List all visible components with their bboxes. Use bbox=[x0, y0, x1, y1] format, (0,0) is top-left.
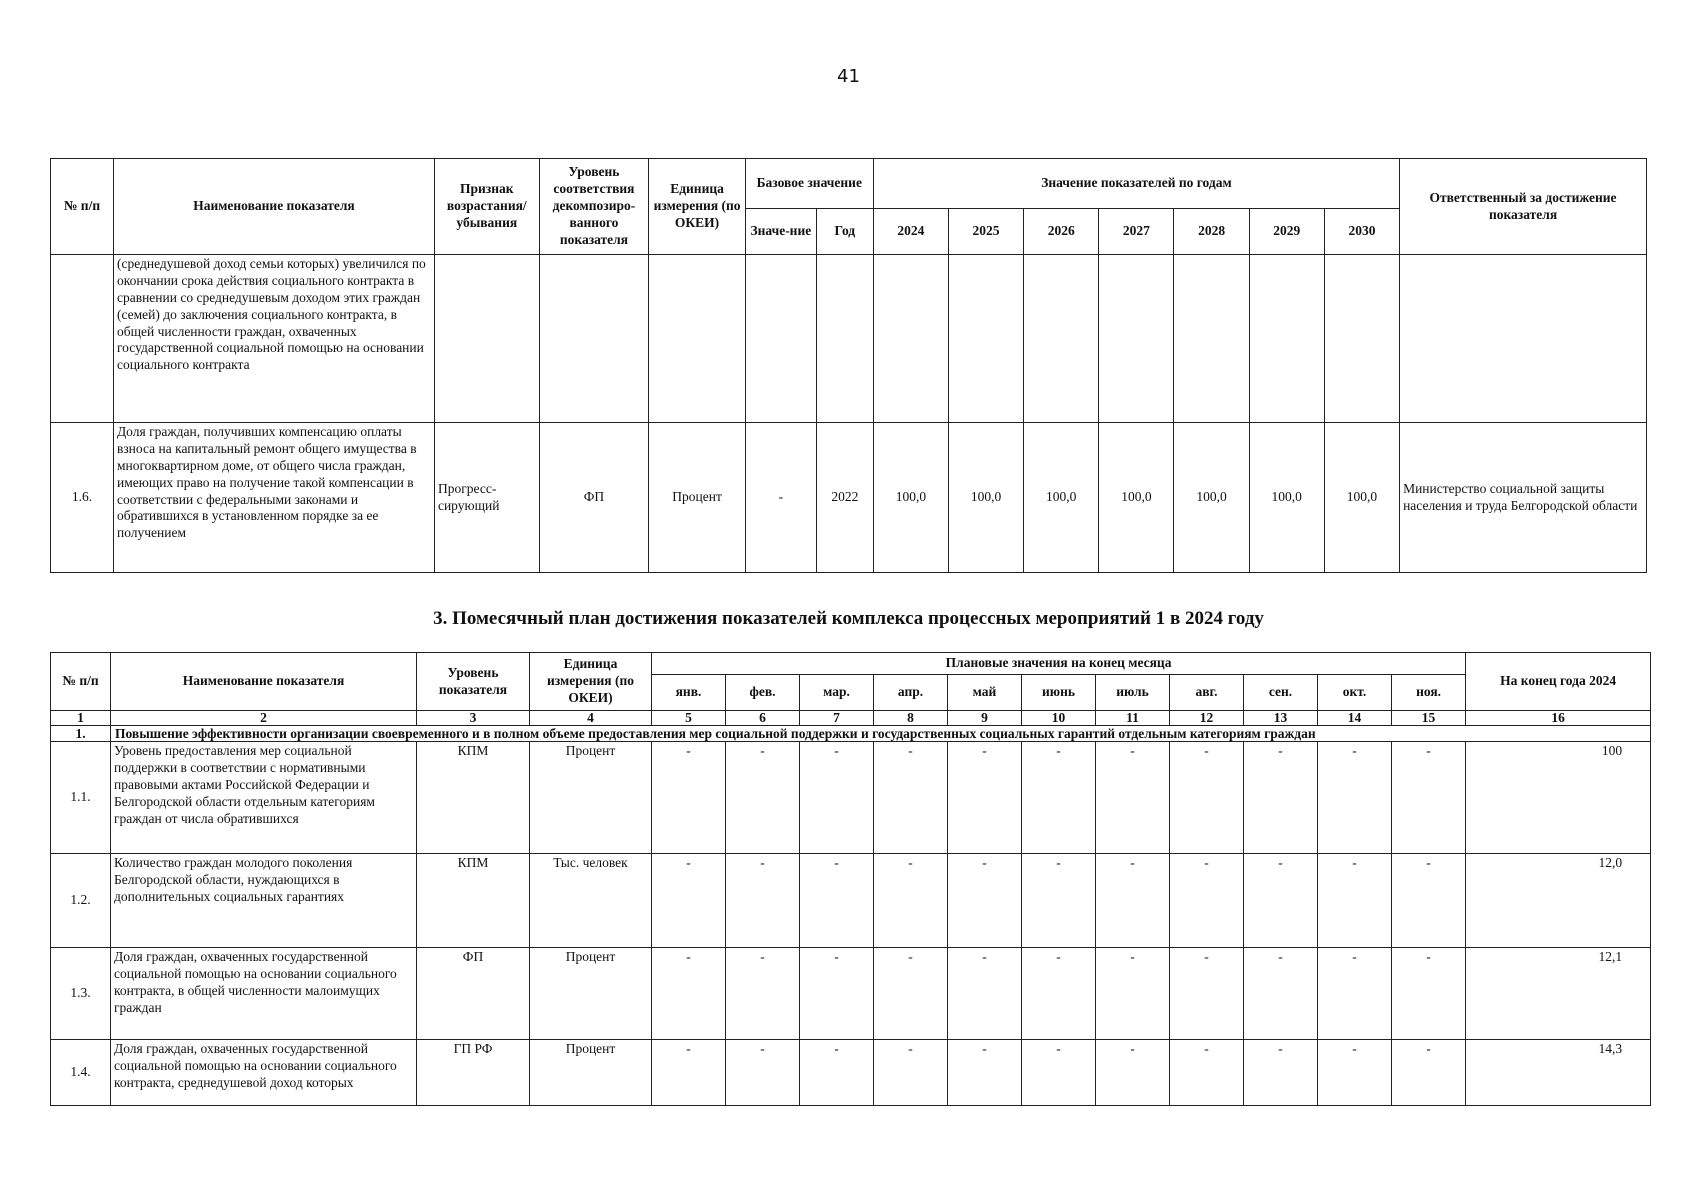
col-number: 9 bbox=[948, 711, 1022, 726]
month-value: - bbox=[652, 742, 726, 854]
month-value: - bbox=[948, 742, 1022, 854]
header-year: 2025 bbox=[948, 209, 1023, 255]
header-year: 2029 bbox=[1249, 209, 1324, 255]
indicator-name: Количество граждан молодого поколения Белгородской области, нуждающихся в дополнительных социальных гарантиях bbox=[111, 854, 417, 948]
month-value: - bbox=[652, 854, 726, 948]
header-month: май bbox=[948, 675, 1022, 711]
header-year: 2028 bbox=[1174, 209, 1249, 255]
month-value: - bbox=[1244, 742, 1318, 854]
year-value: 100,0 bbox=[948, 423, 1023, 573]
monthly-plan-table bbox=[50, 652, 1651, 1106]
month-value: - bbox=[1244, 948, 1318, 1040]
month-value: - bbox=[726, 742, 800, 854]
month-value: - bbox=[874, 1040, 948, 1106]
indicator-unit: Процент bbox=[530, 1040, 652, 1106]
month-value: - bbox=[652, 948, 726, 1040]
header-month: июль bbox=[1096, 675, 1170, 711]
indicator-level: ФП bbox=[417, 948, 530, 1040]
header-month: мар. bbox=[800, 675, 874, 711]
col-number: 7 bbox=[800, 711, 874, 726]
col-number: 6 bbox=[726, 711, 800, 726]
header-base: Базовое значение bbox=[745, 159, 873, 209]
base-value: - bbox=[745, 423, 816, 573]
year-value: 100,0 bbox=[1099, 423, 1174, 573]
header-name: Наименование показателя bbox=[113, 159, 434, 255]
header-level: Уровень показателя bbox=[417, 653, 530, 711]
month-value: - bbox=[1170, 742, 1244, 854]
header-month: окт. bbox=[1318, 675, 1392, 711]
header-year: 2030 bbox=[1324, 209, 1399, 255]
header-year-end: На конец года 2024 bbox=[1466, 653, 1651, 711]
header-month: фев. bbox=[726, 675, 800, 711]
header-base-year: Год bbox=[816, 209, 873, 255]
col-number: 1 bbox=[51, 711, 111, 726]
header-base-value: Значе-ние bbox=[745, 209, 816, 255]
section-row bbox=[51, 726, 1651, 742]
header-unit: Единица измерения (по ОКЕИ) bbox=[649, 159, 746, 255]
month-value: - bbox=[1318, 742, 1392, 854]
header-month: июнь bbox=[1022, 675, 1096, 711]
col-number: 2 bbox=[111, 711, 417, 726]
indicator-unit: Процент bbox=[530, 948, 652, 1040]
month-value: - bbox=[874, 948, 948, 1040]
indicators-table bbox=[50, 158, 1647, 573]
month-value: - bbox=[800, 854, 874, 948]
month-value: - bbox=[1392, 854, 1466, 948]
header-num: № п/п bbox=[51, 653, 111, 711]
month-value: - bbox=[948, 948, 1022, 1040]
row-num: 1.4. bbox=[51, 1040, 111, 1106]
month-value: - bbox=[1244, 1040, 1318, 1106]
indicator-name: Доля граждан, получивших компенсацию оплаты взноса на капитальный ремонт общего имущества в многоквартирном доме, от общего числа граждан, имеющих право на получение такой компенсации в соответствии с федеральными законами и обратившихся в установленном порядке за ее получением bbox=[113, 423, 434, 573]
header-year: 2024 bbox=[873, 209, 948, 255]
col-number: 16 bbox=[1466, 711, 1651, 726]
table-row bbox=[51, 423, 1647, 573]
month-value: - bbox=[1244, 854, 1318, 948]
month-value: - bbox=[1022, 854, 1096, 948]
header-sign: Признак возрастания/ убывания bbox=[434, 159, 539, 255]
year-value: 100,0 bbox=[1024, 423, 1099, 573]
month-value: - bbox=[1318, 854, 1392, 948]
col-number: 11 bbox=[1096, 711, 1170, 726]
indicator-unit: Процент bbox=[530, 742, 652, 854]
indicator-level: ФП bbox=[539, 423, 649, 573]
col-number: 13 bbox=[1244, 711, 1318, 726]
base-year: 2022 bbox=[816, 423, 873, 573]
col-number: 8 bbox=[874, 711, 948, 726]
year-value: 100,0 bbox=[873, 423, 948, 573]
header-month: апр. bbox=[874, 675, 948, 711]
month-value: - bbox=[1022, 742, 1096, 854]
indicator-level: ГП РФ bbox=[417, 1040, 530, 1106]
section-title: 3. Помесячный план достижения показателей комплекса процессных мероприятий 1 в 2024 году bbox=[433, 608, 1264, 629]
month-value: - bbox=[874, 854, 948, 948]
table-row bbox=[51, 854, 1651, 948]
header-month: авг. bbox=[1170, 675, 1244, 711]
responsible: Министерство социальной защиты населения и труда Белгородской области bbox=[1400, 423, 1647, 573]
page-number: 41 bbox=[837, 66, 860, 87]
section-text: Повышение эффективности организации своевременного и в полном объеме предоставления мер социальной поддержки и государственных социальных гарантий отдельным категориям граждан bbox=[111, 726, 1651, 742]
indicator-name: (среднедушевой доход семьи которых) увеличился по окончании срока действия социального контракта в сравнении со среднедушевым доходом этих граждан (семей) до заключения социального контракта, в общей численности граждан, охваченных государственной социальной помощью на основании социального контракта bbox=[113, 255, 434, 423]
column-numbers-row bbox=[51, 711, 1651, 726]
month-value: - bbox=[948, 1040, 1022, 1106]
indicator-unit: Процент bbox=[649, 423, 746, 573]
year-value: 100,0 bbox=[1249, 423, 1324, 573]
month-value: - bbox=[652, 1040, 726, 1106]
month-value: - bbox=[1392, 742, 1466, 854]
month-value: - bbox=[726, 948, 800, 1040]
year-value: 100,0 bbox=[1174, 423, 1249, 573]
header-level: Уровень соответствия декомпозиро-ванного показателя bbox=[539, 159, 649, 255]
header-year: 2027 bbox=[1099, 209, 1174, 255]
col-number: 4 bbox=[530, 711, 652, 726]
month-value: - bbox=[1392, 948, 1466, 1040]
header-unit: Единица измерения (по ОКЕИ) bbox=[530, 653, 652, 711]
table-row bbox=[51, 742, 1651, 854]
indicator-level: КПМ bbox=[417, 854, 530, 948]
indicator-sign: Прогресс-сирующий bbox=[434, 423, 539, 573]
header-responsible: Ответственный за достижение показателя bbox=[1400, 159, 1647, 255]
month-value: - bbox=[1096, 854, 1170, 948]
col-number: 3 bbox=[417, 711, 530, 726]
indicator-level: КПМ bbox=[417, 742, 530, 854]
indicator-name: Доля граждан, охваченных государственной социальной помощью на основании социального контракта, в общей численности малоимущих граждан bbox=[111, 948, 417, 1040]
header-month: сен. bbox=[1244, 675, 1318, 711]
month-value: - bbox=[1096, 742, 1170, 854]
header-years-group: Значение показателей по годам bbox=[873, 159, 1399, 209]
month-value: - bbox=[1022, 948, 1096, 1040]
indicator-name: Уровень предоставления мер социальной поддержки в соответствии с нормативными правовыми актами Российской Федерации и Белгородской области отдельным категориям граждан от числа обратившихся bbox=[111, 742, 417, 854]
month-value: - bbox=[726, 1040, 800, 1106]
header-plan-group: Плановые значения на конец месяца bbox=[652, 653, 1466, 675]
month-value: - bbox=[800, 948, 874, 1040]
row-num: 1.1. bbox=[51, 742, 111, 854]
indicator-unit: Тыс. человек bbox=[530, 854, 652, 948]
month-value: - bbox=[1318, 1040, 1392, 1106]
month-value: - bbox=[726, 854, 800, 948]
table-row bbox=[51, 255, 1647, 423]
month-value: - bbox=[1318, 948, 1392, 1040]
month-value: - bbox=[1170, 948, 1244, 1040]
month-value: - bbox=[874, 742, 948, 854]
header-name: Наименование показателя bbox=[111, 653, 417, 711]
month-value: - bbox=[1096, 1040, 1170, 1106]
col-number: 12 bbox=[1170, 711, 1244, 726]
month-value: - bbox=[948, 854, 1022, 948]
month-value: - bbox=[1392, 1040, 1466, 1106]
table-row bbox=[51, 1040, 1651, 1106]
year-end-value: 14,3 bbox=[1466, 1040, 1651, 1106]
table-row bbox=[51, 948, 1651, 1040]
col-number: 5 bbox=[652, 711, 726, 726]
col-number: 14 bbox=[1318, 711, 1392, 726]
month-value: - bbox=[1170, 854, 1244, 948]
month-value: - bbox=[1096, 948, 1170, 1040]
month-value: - bbox=[800, 1040, 874, 1106]
month-value: - bbox=[800, 742, 874, 854]
year-end-value: 12,1 bbox=[1466, 948, 1651, 1040]
year-end-value: 12,0 bbox=[1466, 854, 1651, 948]
header-month: ноя. bbox=[1392, 675, 1466, 711]
header-month: янв. bbox=[652, 675, 726, 711]
header-year: 2026 bbox=[1024, 209, 1099, 255]
indicator-name: Доля граждан, охваченных государственной социальной помощью на основании социального контракта, среднедушевой доход которых bbox=[111, 1040, 417, 1106]
month-value: - bbox=[1170, 1040, 1244, 1106]
month-value: - bbox=[1022, 1040, 1096, 1106]
section-num: 1. bbox=[51, 726, 111, 742]
year-end-value: 100 bbox=[1466, 742, 1651, 854]
row-num: 1.6. bbox=[51, 423, 114, 573]
row-num: 1.3. bbox=[51, 948, 111, 1040]
col-number: 10 bbox=[1022, 711, 1096, 726]
year-value: 100,0 bbox=[1324, 423, 1399, 573]
row-num: 1.2. bbox=[51, 854, 111, 948]
header-num: № п/п bbox=[51, 159, 114, 255]
col-number: 15 bbox=[1392, 711, 1466, 726]
